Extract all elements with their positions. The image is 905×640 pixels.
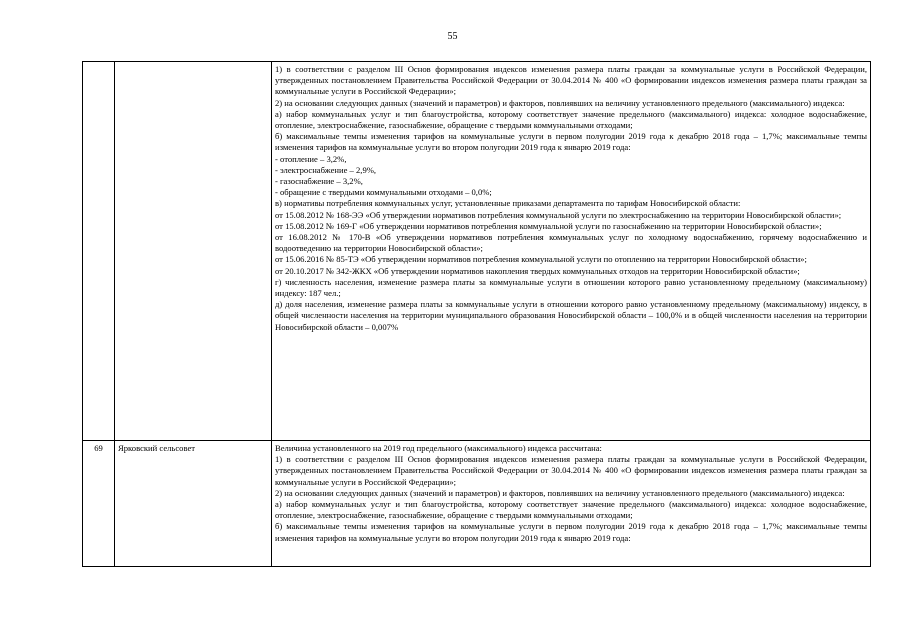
calculation-basis-cell <box>272 441 871 567</box>
paragraph: 1) в соответствии с разделом III Основ формирования индексов изменения размера платы граждан за коммунальные услуги в Российской Федерации, утвержденных постановлением Правительства Российской Федерации от 30.04.2014 № 400 «О формировании индексов изменения размера платы граждан за коммунальные услуги в Российской Федерации»; <box>275 64 867 97</box>
paragraph: б) максимальные темпы изменения тарифов на коммунальные услуги в первом полугодии 2019 года к декабрю 2018 года – 1,7%; максимальные темпы изменения тарифов на коммунальные услуги во втором полугодии 2019 года к январю 2019 года: <box>275 521 867 543</box>
paragraph: - обращение с твердыми коммунальными отходами – 0,0%; <box>275 187 492 198</box>
calculation-basis-cell <box>272 62 871 441</box>
municipality-name-cell: Ярковский сельсовет <box>115 441 272 567</box>
table-row <box>83 62 871 441</box>
paragraph: 2) на основании следующих данных (значений и параметров) и факторов, повлиявших на величину установленного предельного (максимального) индекса: <box>275 487 845 498</box>
paragraph: от 20.10.2017 № 342-ЖКХ «Об утверждении нормативов накопления твердых коммунальных отходов на территории Новосибирской области»; <box>275 265 800 276</box>
paragraph: а) набор коммунальных услуг и тип благоустройства, которому соответствует значение предельного (максимального) индекса: холодное водоснабжение, отопление, электроснабжение, газоснабжение, обращение с твердыми коммунальными отходами; <box>275 499 867 521</box>
paragraph: - электроснабжение – 2,9%, <box>275 164 377 175</box>
municipality-name-cell <box>115 62 272 441</box>
paragraph: а) набор коммунальных услуг и тип благоустройства, которому соответствует значение предельного (максимального) индекса: холодное водоснабжение, отопление, электроснабжение, газоснабжение, обращение с твердыми коммунальными отходами; <box>275 108 867 131</box>
paragraph: от 15.08.2012 № 168-ЭЭ «Об утверждении нормативов потребления коммунальной услуги по электроснабжению на территории Новосибирской области»; <box>275 209 842 220</box>
page-number: 55 <box>447 31 458 42</box>
paragraph: от 15.06.2016 № 85-ТЭ «Об утверждении нормативов потребления коммунальной услуги по отоплению на территории Новосибирской области»; <box>275 254 807 265</box>
paragraph: от 16.08.2012 № 170-В «Об утверждении нормативов потребления коммунальных услуг по холодному водоснабжению, горячему водоснабжению и водоотведению на территории Новосибирской области»; <box>275 232 867 254</box>
paragraph: д) доля населения, изменение размера платы за коммунальные услуги в отношении которого равно установленному предельному (максимальному) индексу, в общей численности населения на территории муниципального образования Новосибирской области – 100,0% и в общей численности населения на территории Новосибирской области – 0,007% <box>275 299 867 332</box>
row-number-cell <box>83 62 115 441</box>
paragraph: - отопление – 3,2%, <box>275 153 347 164</box>
paragraph: - газоснабжение – 3,2%, <box>275 176 363 187</box>
paragraph: 1) в соответствии с разделом III Основ формирования индексов изменения размера платы граждан за коммунальные услуги в Российской Федерации, утвержденных постановлением Правительства Российской Федерации от 30.04.2014 № 400 «О формировании индексов изменения размера платы граждан за коммунальные услуги в Российской Федерации»; <box>275 454 867 487</box>
paragraph: в) нормативы потребления коммунальных услуг, установленные приказами департамента по тарифам Новосибирской области: <box>275 198 741 209</box>
paragraph: б) максимальные темпы изменения тарифов на коммунальные услуги в первом полугодии 2019 года к декабрю 2018 года – 1,7%; максимальные темпы изменения тарифов на коммунальные услуги во втором полугодии 2019 года к январю 2019 года: <box>275 131 867 153</box>
municipal-index-table <box>82 61 871 567</box>
paragraph: г) численность населения, изменение размера платы за коммунальные услуги в отношении которого равно установленному предельному (максимальному) индексу: 187 чел.; <box>275 276 867 299</box>
row-number-cell: 69 <box>83 441 115 567</box>
paragraph: от 15.08.2012 № 169-Г «Об утверждении нормативов потребления коммунальной услуги по газоснабжению на территории Новосибирской области»; <box>275 220 822 231</box>
table-row <box>83 441 871 567</box>
paragraph: 2) на основании следующих данных (значений и параметров) и факторов, повлиявших на величину установленного предельного (максимального) индекса: <box>275 97 845 108</box>
paragraph: Величина установленного на 2019 год предельного (максимального) индекса рассчитана: <box>275 443 602 453</box>
